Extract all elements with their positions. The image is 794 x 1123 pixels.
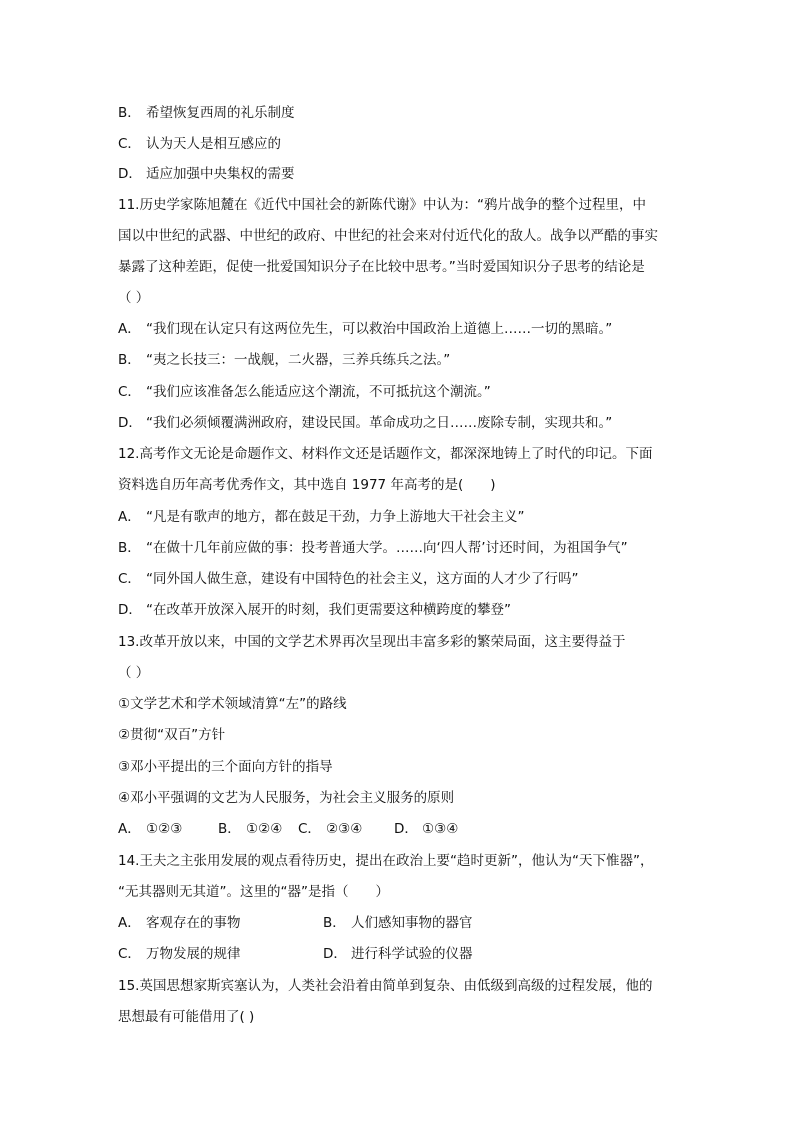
q10-option-c bbox=[118, 134, 684, 154]
q13-item-4: ④邓小平强调的文艺为人民服务，为社会主义服务的原则 bbox=[118, 790, 455, 806]
option-text: 进行科学试验的仪器 bbox=[351, 946, 473, 962]
q13-item-3: ③邓小平提出的三个面向方针的指导 bbox=[118, 759, 333, 775]
q14-options-row-2 bbox=[118, 944, 684, 964]
q14-option-b bbox=[323, 913, 473, 933]
q12-option-d bbox=[118, 600, 684, 620]
option-text: ②③④ bbox=[326, 821, 363, 837]
q13-stem-line-1: 13.改革开放以来，中国的文学艺术界再次呈现出丰富多彩的繁荣局面，这主要得益于 bbox=[118, 634, 626, 650]
q13-item-2: ②贯彻“双百”方针 bbox=[118, 727, 226, 743]
option-text: 希望恢复西周的礼乐制度 bbox=[146, 105, 295, 121]
option-letter: C． bbox=[118, 136, 141, 152]
option-text: 万物发展的规律 bbox=[146, 946, 241, 962]
q10-option-d bbox=[118, 164, 684, 184]
q14-stem-line-1: 14.王夫之主张用发展的观点看待历史，提出在政治上要“趋时更新”，他认为“天下惟器”， bbox=[118, 853, 654, 869]
option-letter: D． bbox=[118, 166, 142, 182]
q12-stem-line-1: 12.高考作文无论是命题作文、材料作文还是话题作文，都深深地铸上了时代的印记。下面 bbox=[118, 446, 653, 462]
option-letter: A． bbox=[118, 509, 141, 525]
q11-stem-line-3: 暴露了这种差距，促使一批爱国知识分子在比较中思考。”当时爱国知识分子思考的结论是 bbox=[118, 259, 645, 275]
option-text: 人们感知事物的器官 bbox=[351, 915, 473, 931]
option-letter: A． bbox=[118, 821, 141, 837]
option-text: 认为天人是相互感应的 bbox=[146, 136, 281, 152]
q13-item-1: ①文学艺术和学术领域清算“左”的路线 bbox=[118, 696, 347, 712]
option-letter: D． bbox=[394, 821, 418, 837]
option-letter: D． bbox=[118, 602, 142, 618]
option-letter: B． bbox=[323, 915, 346, 931]
q11-stem-line-2: 国以中世纪的武器、中世纪的政府、中世纪的社会来对付近代化的敌人。战争以严酷的事实 bbox=[118, 228, 658, 244]
q11-option-d bbox=[118, 413, 684, 433]
option-text: ①②③ bbox=[146, 821, 183, 837]
q14-options-row-1 bbox=[118, 913, 684, 933]
option-letter: C． bbox=[118, 946, 141, 962]
option-text: “我们现在认定只有这两位先生，可以救治中国政治上道德上……一切的黑暗。” bbox=[146, 321, 613, 337]
option-letter: B． bbox=[118, 352, 141, 368]
option-text: 客观存在的事物 bbox=[146, 915, 241, 931]
option-letter: B． bbox=[218, 821, 241, 837]
q10-option-b bbox=[118, 103, 684, 123]
q14-option-d bbox=[323, 944, 473, 964]
option-text: ①③④ bbox=[422, 821, 459, 837]
q15-stem-line-1: 15.英国思想家斯宾塞认为，人类社会沿着由简单到复杂、由低级到高级的过程发展，他的 bbox=[118, 978, 653, 994]
q11-stem-line-1: 11.历史学家陈旭麓在《近代中国社会的新陈代谢》中认为：“鸦片战争的整个过程里，中 bbox=[118, 197, 646, 213]
option-text: “我们必须倾覆满洲政府，建设民国。革命成功之日……废除专制，实现共和。” bbox=[146, 415, 613, 431]
option-letter: A． bbox=[118, 915, 141, 931]
option-text: “同外国人做生意，建设有中国特色的社会主义，这方面的人才少了行吗” bbox=[146, 571, 579, 587]
option-text: “在改革开放深入展开的时刻，我们更需要这种横跨度的攀登” bbox=[146, 602, 511, 618]
q12-option-b bbox=[118, 538, 684, 558]
q13-options bbox=[118, 819, 684, 839]
q12-option-a bbox=[118, 507, 684, 527]
option-letter: A． bbox=[118, 321, 141, 337]
q12-stem-line-2: 资料选自历年高考优秀作文，其中选自 1977 年高考的是( ) bbox=[118, 477, 496, 493]
option-text: “夷之长技三：一战舰，二火器，三养兵练兵之法。” bbox=[146, 352, 451, 368]
option-text: “我们应该准备怎么能适应这个潮流，不可抵抗这个潮流。” bbox=[146, 384, 491, 400]
option-text: ①②④ bbox=[246, 821, 283, 837]
option-text: 适应加强中央集权的需要 bbox=[146, 166, 295, 182]
option-letter: D． bbox=[118, 415, 142, 431]
q13-stem-line-2: （ ） bbox=[118, 665, 150, 681]
option-text: “凡是有歌声的地方，都在鼓足干劲，力争上游地大干社会主义” bbox=[146, 509, 525, 525]
option-text: “在做十几年前应做的事：投考普通大学。……向‘四人帮’讨还时间，为祖国争气” bbox=[146, 540, 628, 556]
q11-stem-line-4: （ ） bbox=[118, 290, 150, 306]
q12-option-c bbox=[118, 569, 684, 589]
option-letter: C． bbox=[298, 821, 321, 837]
option-letter: B． bbox=[118, 540, 141, 556]
q11-option-c bbox=[118, 382, 684, 402]
option-letter: C． bbox=[118, 384, 141, 400]
q11-option-b bbox=[118, 350, 684, 370]
q14-stem-line-2: “无其器则无其道”。这里的“器”是指（ ） bbox=[118, 884, 389, 900]
option-letter: B． bbox=[118, 105, 141, 121]
option-letter: D． bbox=[323, 946, 347, 962]
option-letter: C． bbox=[118, 571, 141, 587]
q15-stem-line-2: 思想最有可能借用了( ) bbox=[118, 1009, 255, 1025]
q11-option-a bbox=[118, 319, 684, 339]
